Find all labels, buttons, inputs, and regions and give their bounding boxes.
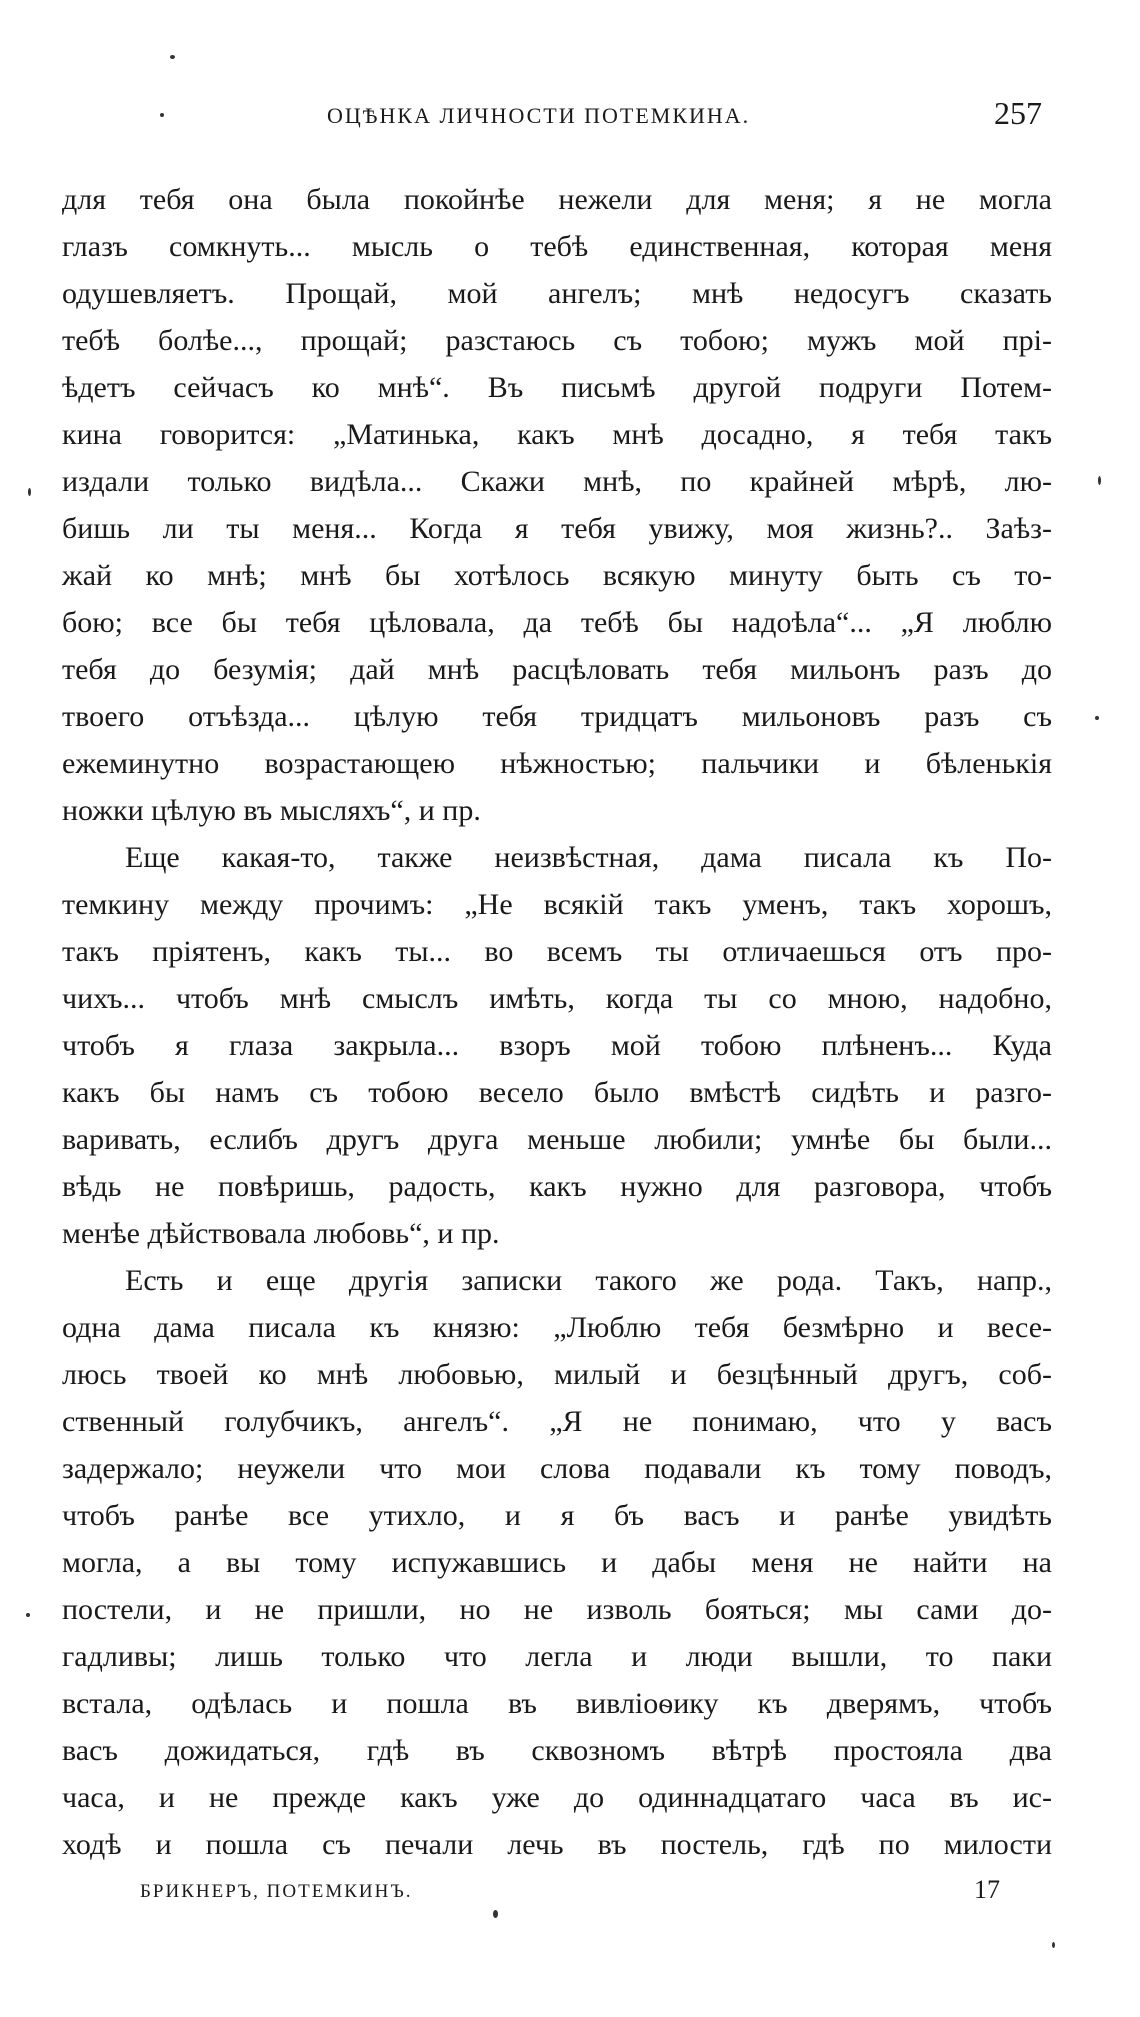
text-line: твоего отъѣзда... цѣлую тебя тридцатъ мильоновъ разъ съ — [62, 700, 1052, 733]
text-line: тебя до безумія; дай мнѣ расцѣловать тебя мильонъ разъ до — [62, 653, 1052, 686]
text-line: васъ дожидаться, гдѣ въ сквозномъ вѣтрѣ простояла два — [62, 1734, 1052, 1767]
text-line: встала, одѣлась и пошла въ вивліоѳику къ дверямъ, чтобъ — [62, 1687, 1052, 1720]
print-speck — [493, 1910, 498, 1918]
text-line: менѣе дѣйствовала любовь“, и пр. — [62, 1217, 500, 1250]
text-line: варивать, еслибъ другъ друга меньше любили; умнѣе бы были... — [62, 1123, 1052, 1156]
signature-mark: БРИКНЕРЪ, ПОТЕМКИНЪ. — [140, 1881, 413, 1902]
text-line: чихъ... чтобъ мнѣ смыслъ имѣть, когда ты со мною, надобно, — [62, 982, 1052, 1015]
print-speck — [1098, 476, 1101, 485]
text-line: вѣдь не повѣришь, радость, какъ нужно для разговора, чтобъ — [62, 1170, 1052, 1203]
print-speck — [160, 113, 164, 117]
text-line: одна дама писала къ князю: „Люблю тебя безмѣрно и весе- — [62, 1311, 1052, 1344]
text-line: ходѣ и пошла съ печали лечь въ постель, гдѣ по милости — [62, 1828, 1052, 1861]
page-footer — [140, 1875, 1000, 1911]
text-line: такъ пріятенъ, какъ ты... во всемъ ты отличаешься отъ про- — [62, 935, 1052, 968]
text-line: издали только видѣла... Скажи мнѣ, по крайней мѣрѣ, лю- — [62, 465, 1052, 498]
running-head — [62, 95, 1052, 135]
text-line: для тебя она была покойнѣе нежели для меня; я не могла — [62, 183, 1052, 216]
page-number: 257 — [994, 95, 1042, 131]
text-line: бою; все бы тебя цѣловала, да тебѣ бы надоѣла“... „Я люблю — [62, 606, 1052, 639]
text-line: люсь твоей ко мнѣ любовью, милый и безцѣнный другъ, соб- — [62, 1358, 1052, 1391]
text-line: ственный голубчикъ, ангелъ“. „Я не понимаю, что у васъ — [62, 1405, 1052, 1438]
text-line: темкину между прочимъ: „Не всякій такъ уменъ, такъ хорошъ, — [62, 888, 1052, 921]
text-line: постели, и не пришли, но не изволь бояться; мы сами до- — [62, 1593, 1052, 1626]
text-line: бишь ли ты меня... Когда я тебя увижу, моя жизнь?.. Заѣз- — [62, 512, 1052, 545]
text-line: чтобъ ранѣе все утихло, и я бъ васъ и ранѣе увидѣть — [62, 1499, 1052, 1532]
text-line: могла, а вы тому испужавшись и дабы меня не найти на — [62, 1546, 1052, 1579]
text-line: гадливы; лишь только что легла и люди вышли, то паки — [62, 1640, 1052, 1673]
text-line: одушевляетъ. Прощай, мой ангелъ; мнѣ недосугъ сказать — [62, 277, 1052, 310]
text-line: Еще какая-то, также неизвѣстная, дама писала къ По- — [125, 841, 1052, 874]
text-line: ежеминутно возрастающею нѣжностью; пальчики и бѣленькія — [62, 747, 1052, 780]
print-speck — [170, 55, 175, 59]
text-line: Есть и еще другія записки такого же рода. Такъ, напр., — [125, 1264, 1052, 1297]
print-speck — [1052, 1942, 1055, 1948]
text-line: какъ бы намъ съ тобою весело было вмѣстѣ сидѣть и разго- — [62, 1076, 1052, 1109]
text-line: чтобъ я глаза закрыла... взоръ мой тобою плѣненъ... Куда — [62, 1029, 1052, 1062]
text-line: жай ко мнѣ; мнѣ бы хотѣлось всякую минуту быть съ то- — [62, 559, 1052, 592]
text-line: ѣдетъ сейчасъ ко мнѣ“. Въ письмѣ другой подруги Потем- — [62, 371, 1052, 404]
print-speck — [1095, 716, 1099, 720]
running-title: ОЦѢНКА ЛИЧНОСТИ ПОТЕМКИНА. — [327, 103, 751, 128]
print-speck — [26, 1613, 30, 1617]
text-line: ножки цѣлую въ мысляхъ“, и пр. — [62, 794, 481, 827]
text-line: глазъ сомкнуть... мысль о тебѣ единственная, которая меня — [62, 230, 1052, 263]
text-line: часа, и не прежде какъ уже до одиннадцатаго часа въ ис- — [62, 1781, 1052, 1814]
text-line: кина говорится: „Матинька, какъ мнѣ досадно, я тебя такъ — [62, 418, 1052, 451]
text-line: задержало; неужели что мои слова подавали къ тому поводъ, — [62, 1452, 1052, 1485]
text-line: тебѣ болѣе..., прощай; разстаюсь съ тобою; мужъ мой прі- — [62, 324, 1052, 357]
print-speck — [28, 488, 31, 496]
sheet-number: 17 — [974, 1875, 1000, 1904]
